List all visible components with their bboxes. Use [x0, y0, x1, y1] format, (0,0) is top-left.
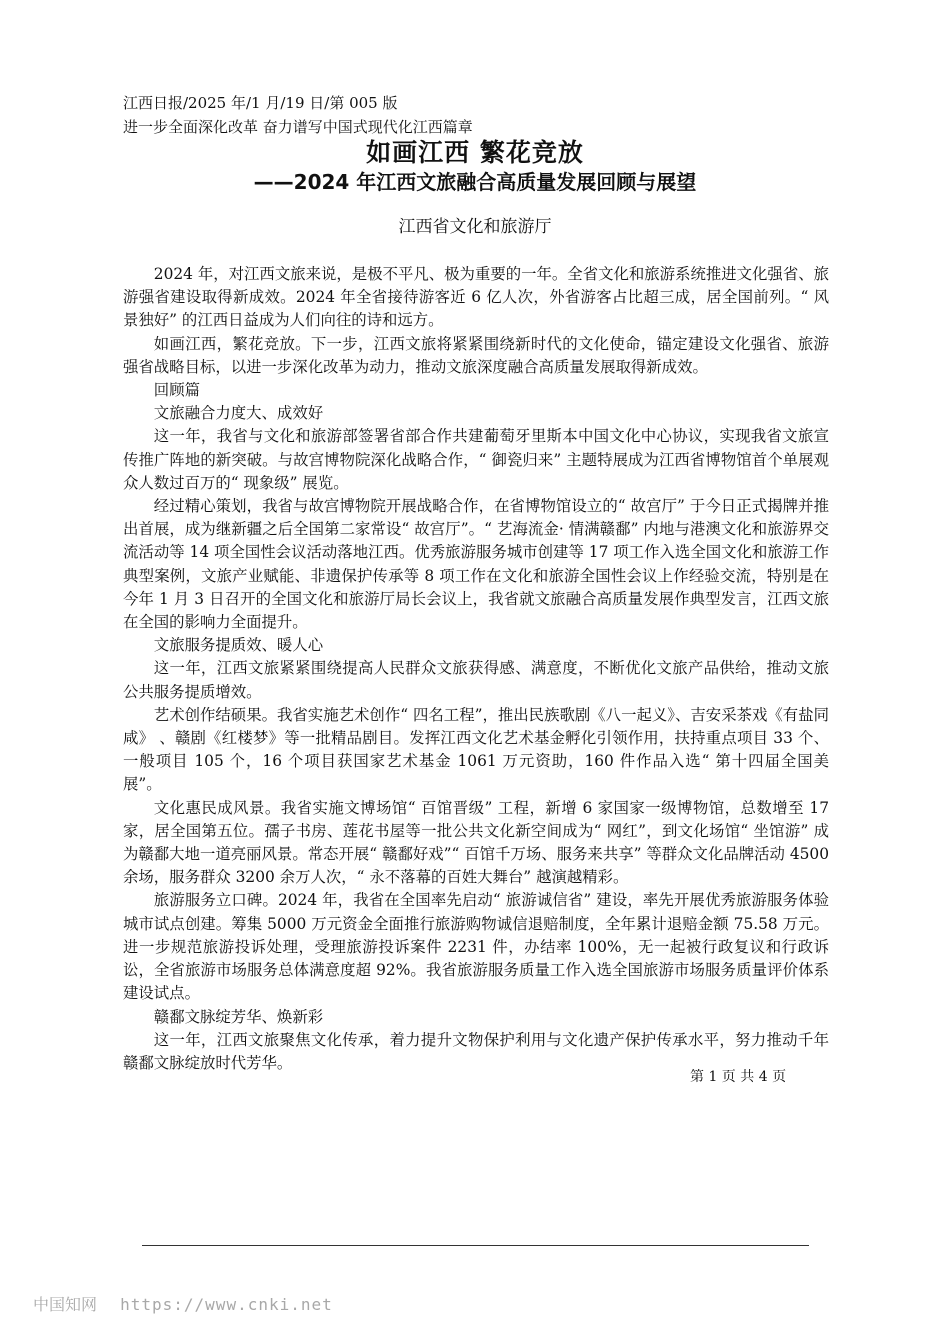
- paragraph: 这一年，江西文旅紧紧围绕提高人民群众文旅获得感、满意度，不断优化文旅产品供给，推动文旅公共服务提质增效。: [123, 659, 829, 701]
- subsection-heading: 文旅服务提质效、暖人心: [153, 636, 324, 655]
- article-body: [123, 263, 829, 1075]
- article-title: 如画江西 繁花竞放: [366, 138, 584, 167]
- footer-divider: [142, 1245, 809, 1246]
- publication-source-line: 江西日报/2025 年/1 月/19 日/第 005 版: [123, 94, 398, 112]
- article-author: 江西省文化和旅游厅: [398, 217, 552, 237]
- section-heading: 回顾篇: [153, 381, 200, 400]
- subsection-heading: 赣鄱文脉绽芳华、焕新彩: [153, 1007, 324, 1026]
- paragraph: 经过精心策划，我省与故宫博物院开展战略合作，在省博物馆设立的“ 故宫厅” 于今日正式揭牌并推出首展，成为继新疆之后全国第二家常设“ 故宫厅”。“ 艺海流金· 情满赣鄱” 内地与港澳文化和旅游界交流活动等 14 项全国性会议活动落地江西。优秀旅游服务城市创建等 17 项工作入选全国文化和旅游工作典型案例，文旅产业赋能、非遗保护传承等 8 项工作在文化和旅游全国性会议上作经验交流，特别是在今年 1 月 3 日召开的全国文化和旅游厅局长会议上，我省就文旅融合高质量发展作典型发言，江西文旅在全国的影响力全面提升。: [123, 497, 829, 632]
- watermark-site-name: 中国知网: [33, 1295, 98, 1314]
- paragraph: 文化惠民成风景。我省实施文博场馆“ 百馆晋级” 工程，新增 6 家国家一级博物馆，总数增至 17 家，居全国第五位。孺子书房、莲花书屋等一批公共文化新空间成为“ 网红”，到文化场馆“ 坐馆游” 成为赣鄱大地一道亮丽风景。常态开展“ 赣鄱好戏”“ 百馆千万场、服务来共享” 等群众文化品牌活动 4500 余场，服务群众 3200 余万人次，“ 永不落幕的百姓大舞台” 越演越精彩。: [123, 798, 829, 887]
- column-heading: 进一步全面深化改革 奋力谱写中国式现代化江西篇章: [123, 118, 473, 136]
- cnki-watermark: [33, 1294, 333, 1316]
- paragraph: 2024 年，对江西文旅来说，是极不平凡、极为重要的一年。全省文化和旅游系统推进文化强省、旅游强省建设取得新成效。2024 年全省接待游客近 6 亿人次，外省游客占比超三成，居全国前列。“ 风景独好” 的江西日益成为人们向往的诗和远方。: [123, 265, 829, 330]
- page-indicator: 第 1 页 共 4 页: [690, 1069, 787, 1085]
- paragraph: 艺术创作结硕果。我省实施艺术创作“ 四名工程”，推出民族歌剧《八一起义》、吉安采茶戏《有盐同咸》 、赣剧《红楼梦》等一批精品剧目。发挥江西文化艺术基金孵化引领作用，扶持重点项目 33 个、一般项目 105 个，16 个项目获国家艺术基金 1061 万元资助，160 件作品入选“ 第十四届全国美展”。: [123, 705, 829, 794]
- paragraph: 旅游服务立口碑。2024 年，我省在全国率先启动“ 旅游诚信省” 建设，率先开展优秀旅游服务体验城市试点创建。筹集 5000 万元资金全面推行旅游购物诚信退赔制度，全年累计退赔金额 75.58 万元。进一步规范旅游投诉处理，受理旅游投诉案件 2231 件，办结率 100%，无一起被行政复议和行政诉讼，全省旅游市场服务总体满意度超 92%。我省旅游服务质量工作入选全国旅游市场服务质量评价体系建设试点。: [123, 891, 829, 1003]
- subsection-heading: 文旅融合力度大、成效好: [153, 404, 324, 423]
- paragraph: 这一年，我省与文化和旅游部签署省部合作共建葡萄牙里斯本中国文化中心协议，实现我省文旅宣传推广阵地的新突破。与故宫博物院深化战略合作，“ 御瓷归来” 主题特展成为江西省博物馆首个单展观众人数过百万的“ 现象级” 展览。: [123, 427, 829, 492]
- paragraph: 如画江西，繁花竞放。下一步，江西文旅将紧紧围绕新时代的文化使命，锚定建设文化强省、旅游强省战略目标，以进一步深化改革为动力，推动文旅深度融合高质量发展取得新成效。: [123, 334, 829, 376]
- paragraph: 这一年，江西文旅聚焦文化传承，着力提升文物保护利用与文化遗产保护传承水平，努力推动千年赣鄱文脉绽放时代芳华。: [123, 1030, 829, 1072]
- watermark-url[interactable]: https://www.cnki.net: [120, 1295, 333, 1314]
- article-subtitle: ——2024 年江西文旅融合高质量发展回顾与展望: [253, 170, 697, 194]
